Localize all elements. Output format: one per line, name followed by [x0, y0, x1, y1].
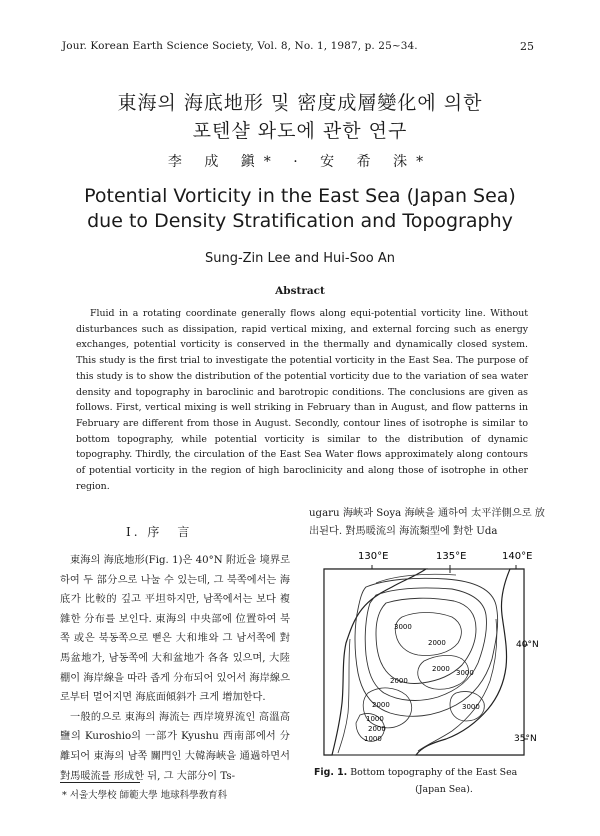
- contour-label-2000: 2000: [372, 701, 390, 709]
- lat-label-35: 35°N: [514, 734, 537, 744]
- contour-label-2000: 2000: [432, 665, 450, 673]
- footnote-affiliation: * 서울大學校 師範大學 地球科學敎育科: [62, 790, 228, 801]
- journal-header: Jour. Korean Earth Science Society, Vol. 8, No. 1, 1987, p. 25~34.: [62, 40, 418, 52]
- bathymetry-map-svg: [306, 543, 546, 761]
- left-column-text: [60, 551, 290, 786]
- lon-label-140: 140°E: [502, 551, 533, 562]
- abstract-heading: Abstract: [275, 285, 325, 297]
- lon-label-130: 130°E: [358, 551, 389, 562]
- lat-label-40: 40°N: [516, 640, 539, 650]
- footnote-divider: [60, 782, 140, 783]
- lon-label-135: 135°E: [436, 551, 467, 562]
- contour-label-2000: 2000: [368, 725, 386, 733]
- korean-author-2: 安 希 洙*: [320, 154, 433, 170]
- contour-2000-a: [365, 588, 486, 701]
- right-column-continued-text: ugaru 海峽과 Soya 海峽을 通하여 太平洋側으로 放出된다. 對馬暖流의 海流類型에 對한 Uda: [309, 508, 545, 537]
- figure-label: Fig. 1.: [314, 767, 348, 778]
- contour-3000-b: [395, 613, 461, 656]
- contour-label-2000: 2000: [390, 677, 408, 685]
- korean-title-line1: 東海의 海底地形 및 密度成層變化에 의한: [117, 92, 483, 114]
- japan-coastline: [416, 569, 524, 755]
- contour-label-2000: 2000: [428, 639, 446, 647]
- english-title-line1: Potential Vorticity in the East Sea (Japan Sea): [84, 185, 516, 207]
- page-number: 25: [520, 40, 534, 53]
- korean-title-line2: 포텐샬 와도에 관한 연구: [192, 120, 408, 142]
- figure-1-caption: [314, 764, 544, 798]
- contour-label-3000: 3000: [462, 703, 480, 711]
- caption-text-line2: (Japan Sea).: [415, 784, 473, 795]
- caption-text-line1: Bottom topography of the East Sea: [350, 767, 518, 778]
- author-separator: ·: [293, 154, 307, 170]
- contour-label-1000: 1000: [366, 715, 384, 723]
- intro-paragraph-1: 東海의 海底地形(Fig. 1)은 40°N 附近을 境界로 하여 두 部分으로 나눌 수 있는데, 그 북쪽에서는 海底가 比較的 깊고 平坦하지만, 남쪽에서는 보다 複雜한 分布를 보인다. 東海의 中央部에 位置하여 북쪽 或은 북동쪽으로 뻗은 大和堆와 그 남서쪽에 對馬盆地가, 남동쪽에 大和盆地가 各各 있으며, 大陸棚이 海岸線을 따라 좁게 分布되어 있어서 海岸線으로부터 멀어지면 海底面傾斜가 크게 增加한다.: [60, 555, 290, 704]
- korean-authors: [0, 151, 600, 171]
- section-heading-introduction: I. 序 言: [126, 525, 193, 539]
- english-authors: Sung-Zin Lee and Hui-Soo An: [204, 251, 396, 266]
- contour-label-3000: 3000: [394, 623, 412, 631]
- english-title-line2: due to Density Stratification and Topography: [87, 210, 513, 232]
- intro-paragraph-2: 一般的으로 東海의 海流는 西岸境界流인 高溫高鹽의 Kuroshio의 一部가 Kyushu 西南部에서 分離되어 東海의 남쪽 關門인 大韓海峽을 通過하면서 對馬暖流를 形成한 뒤, 그 大部分이 Ts-: [60, 711, 290, 782]
- contour-label-3000: 3000: [456, 669, 474, 677]
- abstract-body: Fluid in a rotating coordinate generally flows along equi-potential vorticity line. Without disturbances such as dissipation, rapid vertical mixing, and external forcing such as energy exchanges, potential vorticity is conserved in the thermally and dynamically closed system. This study is the first trial to investigate the potential vorticity in the East Sea. The purpose of this study is to show the distribution of the potential vorticity due to the variation of sea water density and topography in baroclinic and barotropic conditions. The conclusions are given as follows. First, vertical mixing is well striking in February than in August, and flow patterns in February are different from those in August. Secondly, contour lines of isotrophe is similar to bottom topography, while potential vorticity is similar to the distribution of dynamic topography. Thirdly, the circulation of the East Sea Water flows approximately along contours of potential vorticity in the region of high baroclinicity and along those of isotrophe in other region.: [76, 308, 528, 492]
- figure-1-map: [306, 543, 546, 761]
- contour-label-1000: 1000: [364, 735, 382, 743]
- korean-author-1: 李 成 鎭*: [167, 154, 280, 170]
